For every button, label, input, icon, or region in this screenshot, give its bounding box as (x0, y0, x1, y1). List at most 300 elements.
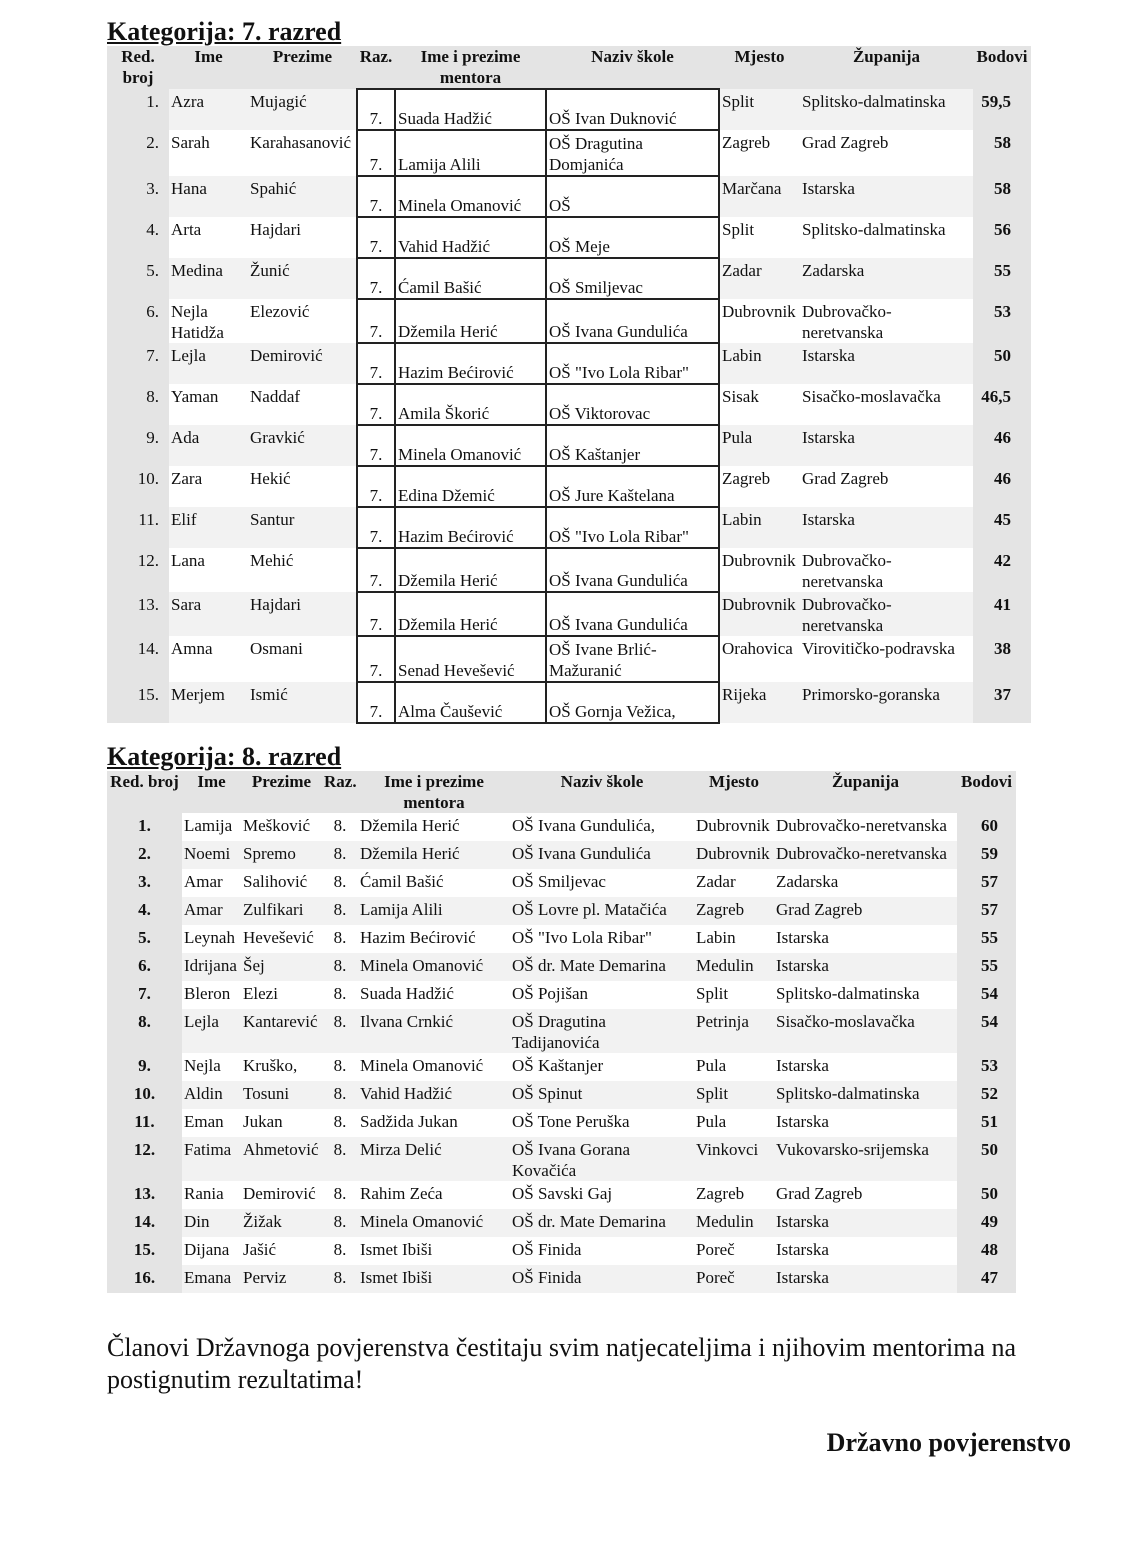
cell-first-name: Leynah (182, 925, 241, 953)
cell-last-name: Hajdari (248, 592, 357, 636)
table-row (107, 1265, 1016, 1293)
cell-points: 45 (973, 507, 1031, 548)
cell-first-name: Din (182, 1209, 241, 1237)
cell-mentor: Minela Omanović (358, 953, 510, 981)
cell-school: OŠ Dragutina Domjanića (546, 130, 719, 176)
cell-mentor: Hazim Bećirović (395, 343, 546, 384)
cell-rank: 11. (107, 1109, 182, 1137)
table-row (107, 258, 1031, 299)
cell-first-name: Azra (169, 89, 248, 130)
table-row (107, 176, 1031, 217)
cell-mentor: Lamija Alili (358, 897, 510, 925)
cell-rank: 4. (107, 897, 182, 925)
cell-grade: 7. (357, 507, 395, 548)
header-zupanija: Županija (774, 771, 957, 813)
cell-county: Istarska (774, 925, 957, 953)
cell-last-name: Demirović (241, 1181, 322, 1209)
cell-grade: 8. (322, 981, 358, 1009)
cell-first-name: Medina (169, 258, 248, 299)
cell-first-name: Emana (182, 1265, 241, 1293)
cell-county: Istarska (774, 1237, 957, 1265)
cell-last-name: Spremo (241, 841, 322, 869)
cell-grade: 8. (322, 813, 358, 841)
cell-city: Pula (694, 1053, 774, 1081)
cell-rank: 13. (107, 592, 169, 636)
cell-school: OŠ Finida (510, 1265, 694, 1293)
table-row (107, 1137, 1016, 1181)
cell-school: OŠ Viktorovac (546, 384, 719, 425)
cell-grade: 8. (322, 1109, 358, 1137)
results-table-7 (107, 46, 1031, 724)
cell-school: OŠ Gornja Vežica, (546, 682, 719, 723)
cell-rank: 11. (107, 507, 169, 548)
cell-grade: 7. (357, 89, 395, 130)
cell-city: Labin (719, 507, 800, 548)
cell-school: OŠ dr. Mate Demarina (510, 953, 694, 981)
congratulations-text: Članovi Državnoga povjerenstva čestitaju svim natjecateljima i njihovim mentorima na postignutim rezultatima! (107, 1333, 1017, 1394)
header-bodovi: Bodovi (957, 771, 1016, 813)
cell-points: 55 (957, 953, 1016, 981)
signature: Državno povjerenstvo (826, 1428, 1071, 1457)
cell-mentor: Ismet Ibiši (358, 1265, 510, 1293)
header-razred: Raz. (322, 771, 358, 813)
cell-rank: 6. (107, 953, 182, 981)
cell-county: Istarska (800, 425, 973, 466)
cell-school: OŠ Spinut (510, 1081, 694, 1109)
header-mentor: Ime i prezime mentora (395, 46, 546, 89)
cell-first-name: Aldin (182, 1081, 241, 1109)
cell-first-name: Amna (169, 636, 248, 682)
cell-grade: 8. (322, 841, 358, 869)
cell-city: Zadar (694, 869, 774, 897)
cell-city: Poreč (694, 1237, 774, 1265)
cell-first-name: Nejla Hatidža (169, 299, 248, 343)
table-row (107, 813, 1016, 841)
cell-grade: 8. (322, 953, 358, 981)
cell-city: Dubrovnik (719, 548, 800, 592)
cell-points: 51 (957, 1109, 1016, 1137)
table-row (107, 592, 1031, 636)
cell-last-name: Mešković (241, 813, 322, 841)
header-skola: Naziv škole (546, 46, 719, 89)
header-red-broj: Red. broj (107, 46, 169, 89)
table-row (107, 1053, 1016, 1081)
cell-first-name: Noemi (182, 841, 241, 869)
cell-first-name: Lejla (169, 343, 248, 384)
cell-school: OŠ "Ivo Lola Ribar" (510, 925, 694, 953)
cell-mentor: Ismet Ibiši (358, 1237, 510, 1265)
cell-county: Istarska (800, 176, 973, 217)
cell-last-name: Ahmetović (241, 1137, 322, 1181)
cell-points: 52 (957, 1081, 1016, 1109)
header-skola: Naziv škole (510, 771, 694, 813)
cell-school: OŠ Ivan Duknović (546, 89, 719, 130)
cell-grade: 8. (322, 897, 358, 925)
cell-last-name: Hekić (248, 466, 357, 507)
cell-county: Istarska (800, 343, 973, 384)
table-row (107, 217, 1031, 258)
cell-school: OŠ Dragutina Tadijanovića (510, 1009, 694, 1053)
cell-rank: 5. (107, 258, 169, 299)
cell-points: 53 (957, 1053, 1016, 1081)
cell-rank: 15. (107, 1237, 182, 1265)
cell-points: 38 (973, 636, 1031, 682)
cell-county: Grad Zagreb (800, 466, 973, 507)
cell-last-name: Osmani (248, 636, 357, 682)
cell-county: Grad Zagreb (800, 130, 973, 176)
cell-school: OŠ Tone Peruška (510, 1109, 694, 1137)
cell-school: OŠ Jure Kaštelana (546, 466, 719, 507)
cell-city: Orahovica (719, 636, 800, 682)
cell-city: Zagreb (719, 466, 800, 507)
cell-school: OŠ Finida (510, 1237, 694, 1265)
cell-mentor: Ćamil Bašić (395, 258, 546, 299)
cell-points: 49 (957, 1209, 1016, 1237)
cell-rank: 1. (107, 813, 182, 841)
cell-rank: 7. (107, 981, 182, 1009)
cell-mentor: Ćamil Bašić (358, 869, 510, 897)
cell-mentor: Alma Čaušević (395, 682, 546, 723)
cell-mentor: Vahid Hadžić (395, 217, 546, 258)
cell-county: Dubrovačko-neretvanska (800, 548, 973, 592)
cell-city: Sisak (719, 384, 800, 425)
cell-grade: 8. (322, 1081, 358, 1109)
cell-first-name: Ada (169, 425, 248, 466)
cell-rank: 8. (107, 384, 169, 425)
cell-school: OŠ Ivana Gundulića (510, 841, 694, 869)
cell-last-name: Naddaf (248, 384, 357, 425)
cell-first-name: Idrijana (182, 953, 241, 981)
cell-rank: 9. (107, 425, 169, 466)
cell-mentor: Minela Omanović (358, 1209, 510, 1237)
cell-points: 58 (973, 130, 1031, 176)
category-8-title: Kategorija: 8. razred (107, 742, 342, 771)
cell-school: OŠ Kaštanjer (510, 1053, 694, 1081)
cell-last-name: Elezi (241, 981, 322, 1009)
cell-first-name: Eman (182, 1109, 241, 1137)
cell-mentor: Džemila Herić (358, 841, 510, 869)
cell-rank: 12. (107, 1137, 182, 1181)
cell-last-name: Mehić (248, 548, 357, 592)
cell-county: Virovitičko-podravska (800, 636, 973, 682)
cell-points: 55 (957, 925, 1016, 953)
results-table-8 (107, 771, 1016, 1293)
cell-city: Petrinja (694, 1009, 774, 1053)
cell-points: 46 (973, 425, 1031, 466)
cell-rank: 7. (107, 343, 169, 384)
cell-first-name: Bleron (182, 981, 241, 1009)
cell-city: Zadar (719, 258, 800, 299)
cell-mentor: Rahim Zeća (358, 1181, 510, 1209)
cell-points: 50 (973, 343, 1031, 384)
cell-grade: 7. (357, 548, 395, 592)
cell-last-name: Žunić (248, 258, 357, 299)
cell-points: 59 (957, 841, 1016, 869)
cell-last-name: Ismić (248, 682, 357, 723)
cell-points: 56 (973, 217, 1031, 258)
cell-points: 54 (957, 1009, 1016, 1053)
cell-grade: 7. (357, 466, 395, 507)
cell-points: 46,5 (973, 384, 1031, 425)
header-bodovi: Bodovi (973, 46, 1031, 89)
cell-first-name: Elif (169, 507, 248, 548)
cell-last-name: Tosuni (241, 1081, 322, 1109)
cell-city: Split (694, 1081, 774, 1109)
cell-grade: 8. (322, 1053, 358, 1081)
cell-points: 60 (957, 813, 1016, 841)
cell-grade: 8. (322, 1237, 358, 1265)
table-row (107, 1181, 1016, 1209)
cell-mentor: Hazim Bećirović (395, 507, 546, 548)
table-row (107, 981, 1016, 1009)
cell-city: Rijeka (719, 682, 800, 723)
cell-last-name: Demirović (248, 343, 357, 384)
cell-county: Dubrovačko-neretvanska (774, 813, 957, 841)
cell-grade: 7. (357, 258, 395, 299)
category-7-title: Kategorija: 7. razred (107, 17, 342, 46)
cell-first-name: Arta (169, 217, 248, 258)
cell-first-name: Merjem (169, 682, 248, 723)
cell-first-name: Dijana (182, 1237, 241, 1265)
header-ime: Ime (169, 46, 248, 89)
cell-points: 58 (973, 176, 1031, 217)
cell-mentor: Minela Omanović (395, 176, 546, 217)
cell-points: 46 (973, 466, 1031, 507)
cell-points: 57 (957, 869, 1016, 897)
cell-points: 54 (957, 981, 1016, 1009)
cell-rank: 14. (107, 636, 169, 682)
cell-points: 41 (973, 592, 1031, 636)
table-row (107, 384, 1031, 425)
cell-last-name: Jukan (241, 1109, 322, 1137)
table-row (107, 89, 1031, 130)
cell-grade: 8. (322, 1137, 358, 1181)
cell-last-name: Šej (241, 953, 322, 981)
cell-rank: 14. (107, 1209, 182, 1237)
cell-county: Splitsko-dalmatinska (800, 89, 973, 130)
cell-mentor: Suada Hadžić (395, 89, 546, 130)
cell-points: 48 (957, 1237, 1016, 1265)
cell-city: Zagreb (719, 130, 800, 176)
table-row (107, 130, 1031, 176)
cell-school: OŠ "Ivo Lola Ribar" (546, 343, 719, 384)
cell-school: OŠ Pojišan (510, 981, 694, 1009)
cell-mentor: Ilvana Crnkić (358, 1009, 510, 1053)
table-row (107, 953, 1016, 981)
cell-rank: 13. (107, 1181, 182, 1209)
cell-school: OŠ Smiljevac (510, 869, 694, 897)
cell-mentor: Vahid Hadžić (358, 1081, 510, 1109)
header-mjesto: Mjesto (719, 46, 800, 89)
cell-last-name: Karahasanović (248, 130, 357, 176)
cell-city: Pula (694, 1109, 774, 1137)
cell-city: Marčana (719, 176, 800, 217)
table-row (107, 507, 1031, 548)
cell-mentor: Mirza Delić (358, 1137, 510, 1181)
table-row (107, 1109, 1016, 1137)
cell-county: Vukovarsko-srijemska (774, 1137, 957, 1181)
cell-mentor: Amila Škorić (395, 384, 546, 425)
cell-rank: 2. (107, 841, 182, 869)
cell-mentor: Lamija Alili (395, 130, 546, 176)
cell-school: OŠ Ivana Gundulića (546, 592, 719, 636)
cell-rank: 3. (107, 176, 169, 217)
header-zupanija: Županija (800, 46, 973, 89)
cell-last-name: Zulfikari (241, 897, 322, 925)
cell-points: 55 (973, 258, 1031, 299)
cell-last-name: Salihović (241, 869, 322, 897)
cell-county: Istarska (774, 1109, 957, 1137)
cell-city: Poreč (694, 1265, 774, 1293)
cell-mentor: Minela Omanović (395, 425, 546, 466)
cell-mentor: Džemila Herić (395, 592, 546, 636)
cell-city: Dubrovnik (694, 813, 774, 841)
cell-county: Istarska (774, 1265, 957, 1293)
cell-city: Dubrovnik (719, 299, 800, 343)
cell-rank: 6. (107, 299, 169, 343)
cell-last-name: Hajdari (248, 217, 357, 258)
cell-grade: 7. (357, 592, 395, 636)
cell-county: Istarska (774, 1053, 957, 1081)
cell-first-name: Lejla (182, 1009, 241, 1053)
cell-mentor: Suada Hadžić (358, 981, 510, 1009)
cell-school: OŠ (546, 176, 719, 217)
cell-county: Grad Zagreb (774, 897, 957, 925)
cell-city: Medulin (694, 1209, 774, 1237)
header-prezime: Prezime (248, 46, 357, 89)
header-mentor: Ime i prezime mentora (358, 771, 510, 813)
cell-grade: 7. (357, 682, 395, 723)
table-row (107, 1237, 1016, 1265)
cell-grade: 8. (322, 1209, 358, 1237)
cell-county: Sisačko-moslavačka (800, 384, 973, 425)
cell-school: OŠ Ivana Gundulića, (510, 813, 694, 841)
cell-points: 59,5 (973, 89, 1031, 130)
cell-rank: 9. (107, 1053, 182, 1081)
cell-county: Grad Zagreb (774, 1181, 957, 1209)
cell-mentor: Hazim Bećirović (358, 925, 510, 953)
cell-school: OŠ Savski Gaj (510, 1181, 694, 1209)
cell-city: Pula (719, 425, 800, 466)
table-row (107, 343, 1031, 384)
cell-points: 50 (957, 1181, 1016, 1209)
cell-rank: 10. (107, 1081, 182, 1109)
cell-county: Splitsko-dalmatinska (774, 1081, 957, 1109)
cell-rank: 3. (107, 869, 182, 897)
cell-first-name: Sara (169, 592, 248, 636)
cell-mentor: Džemila Herić (395, 548, 546, 592)
cell-rank: 15. (107, 682, 169, 723)
cell-grade: 7. (357, 636, 395, 682)
cell-first-name: Zara (169, 466, 248, 507)
cell-county: Zadarska (774, 869, 957, 897)
cell-last-name: Santur (248, 507, 357, 548)
cell-last-name: Gravkić (248, 425, 357, 466)
cell-grade: 7. (357, 217, 395, 258)
table-row (107, 925, 1016, 953)
cell-first-name: Rania (182, 1181, 241, 1209)
cell-school: OŠ Lovre pl. Matačića (510, 897, 694, 925)
table-row (107, 466, 1031, 507)
cell-school: OŠ Smiljevac (546, 258, 719, 299)
table-row (107, 1081, 1016, 1109)
cell-last-name: Žižak (241, 1209, 322, 1237)
cell-first-name: Nejla (182, 1053, 241, 1081)
table-row (107, 682, 1031, 723)
cell-grade: 8. (322, 1009, 358, 1053)
table-header-row (107, 771, 1016, 813)
cell-first-name: Hana (169, 176, 248, 217)
cell-mentor: Minela Omanović (358, 1053, 510, 1081)
cell-city: Split (719, 217, 800, 258)
cell-county: Sisačko-moslavačka (774, 1009, 957, 1053)
table-row (107, 548, 1031, 592)
header-razred: Raz. (357, 46, 395, 89)
cell-first-name: Lana (169, 548, 248, 592)
cell-county: Istarska (774, 953, 957, 981)
cell-grade: 7. (357, 384, 395, 425)
cell-city: Split (694, 981, 774, 1009)
cell-county: Dubrovačko-neretvanska (774, 841, 957, 869)
cell-county: Splitsko-dalmatinska (800, 217, 973, 258)
cell-points: 50 (957, 1137, 1016, 1181)
cell-last-name: Jašić (241, 1237, 322, 1265)
cell-grade: 7. (357, 130, 395, 176)
cell-city: Split (719, 89, 800, 130)
table-row (107, 636, 1031, 682)
cell-last-name: Elezović (248, 299, 357, 343)
cell-points: 53 (973, 299, 1031, 343)
header-mjesto: Mjesto (694, 771, 774, 813)
cell-county: Istarska (800, 507, 973, 548)
cell-points: 42 (973, 548, 1031, 592)
cell-school: OŠ Ivana Gorana Kovačića (510, 1137, 694, 1181)
cell-county: Istarska (774, 1209, 957, 1237)
table-row (107, 1209, 1016, 1237)
cell-city: Zagreb (694, 1181, 774, 1209)
cell-city: Dubrovnik (694, 841, 774, 869)
cell-city: Vinkovci (694, 1137, 774, 1181)
cell-last-name: Spahić (248, 176, 357, 217)
cell-city: Medulin (694, 953, 774, 981)
cell-school: OŠ Ivana Gundulića (546, 548, 719, 592)
cell-city: Dubrovnik (719, 592, 800, 636)
cell-first-name: Lamija (182, 813, 241, 841)
cell-points: 37 (973, 682, 1031, 723)
cell-points: 47 (957, 1265, 1016, 1293)
table-row (107, 425, 1031, 466)
cell-city: Zagreb (694, 897, 774, 925)
cell-county: Dubrovačko-neretvanska (800, 592, 973, 636)
table-row (107, 897, 1016, 925)
cell-county: Splitsko-dalmatinska (774, 981, 957, 1009)
cell-last-name: Hevešević (241, 925, 322, 953)
cell-first-name: Amar (182, 869, 241, 897)
cell-county: Primorsko-goranska (800, 682, 973, 723)
cell-rank: 1. (107, 89, 169, 130)
cell-first-name: Fatima (182, 1137, 241, 1181)
cell-grade: 7. (357, 343, 395, 384)
cell-grade: 8. (322, 1181, 358, 1209)
table-row (107, 1009, 1016, 1053)
cell-grade: 8. (322, 869, 358, 897)
cell-last-name: Mujagić (248, 89, 357, 130)
cell-school: OŠ Kaštanjer (546, 425, 719, 466)
cell-rank: 2. (107, 130, 169, 176)
cell-first-name: Yaman (169, 384, 248, 425)
cell-mentor: Edina Džemić (395, 466, 546, 507)
cell-points: 57 (957, 897, 1016, 925)
